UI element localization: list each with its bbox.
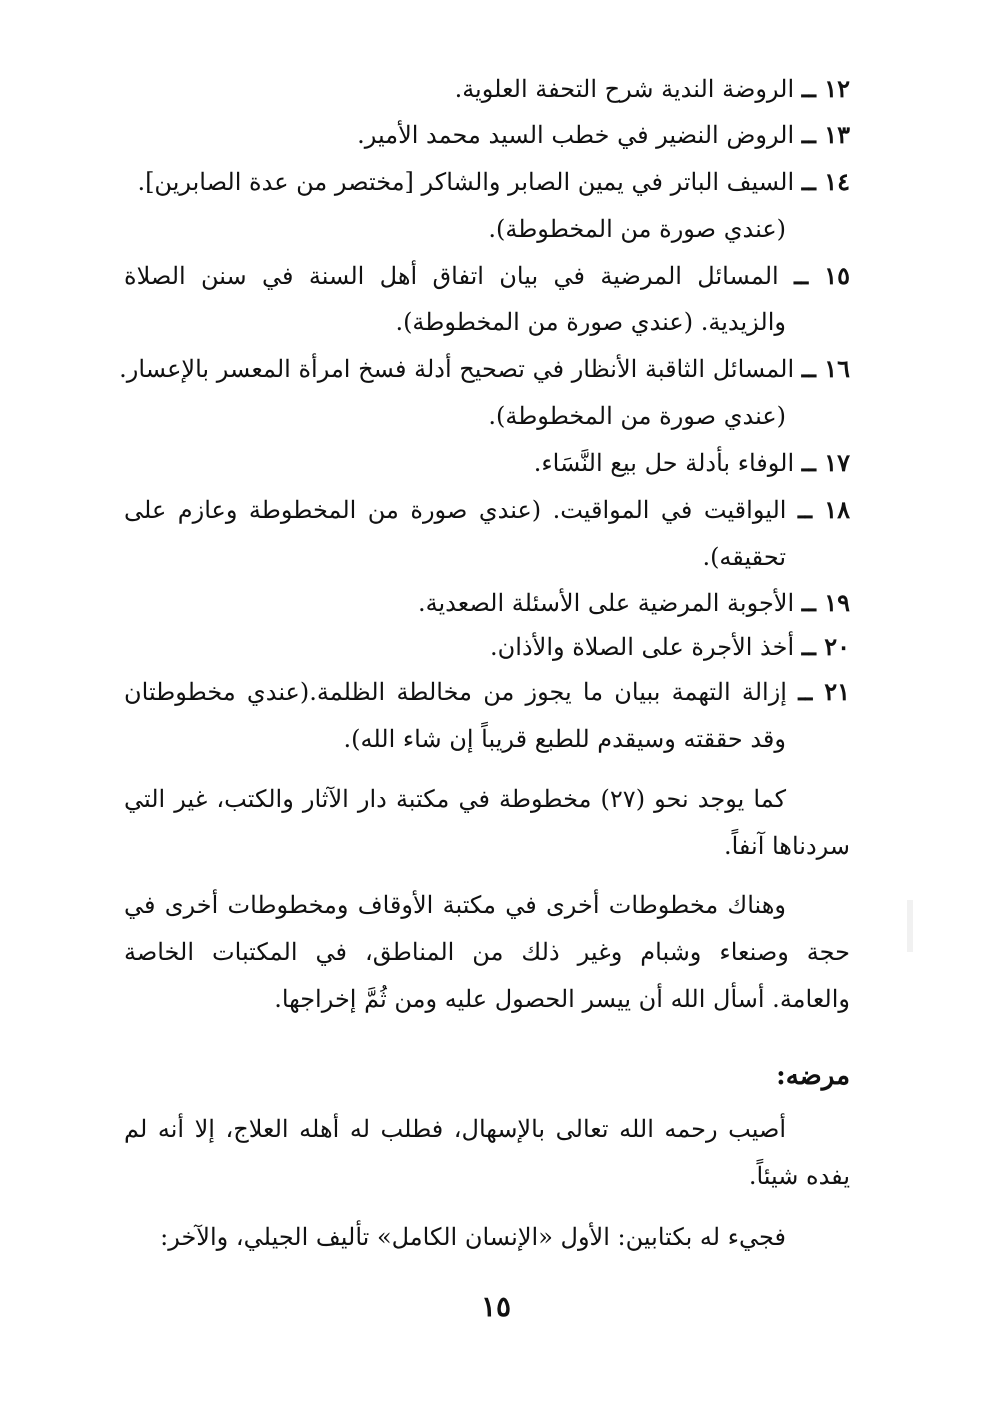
- item-number: ١٦ ــ: [801, 354, 850, 383]
- item-number: ٢٠ ــ: [801, 632, 850, 661]
- list-item: [418, 586, 850, 620]
- list-item: [124, 493, 850, 527]
- item-number: ٢١ ــ: [798, 677, 850, 706]
- paragraph-line: كما يوجد نحو (٢٧) مخطوطة في مكتبة دار الآثار والكتب، غير التي: [124, 785, 786, 813]
- item-number: ١٤ ــ: [801, 167, 850, 196]
- paragraph-line: فجيء له بكتابين: الأول «الإنسان الكامل» تأليف الجيلي، والآخر:: [160, 1223, 786, 1251]
- item-title: إزالة التهمة ببيان ما يجوز من مخالطة الظلمة.(عندي مخطوطتان: [124, 678, 787, 706]
- item-note: والزيدية. (عندي صورة من المخطوطة).: [395, 308, 786, 336]
- item-title: الروض النضير في خطب السيد محمد الأمير.: [357, 121, 795, 149]
- page-number: ١٥: [480, 1290, 512, 1323]
- list-item: [137, 165, 850, 199]
- list-item: [534, 446, 850, 480]
- item-title: اليواقيت في المواقيت. (عندي صورة من المخطوطة وعازم على: [124, 496, 787, 524]
- item-title: الروضة الندية شرح التحفة العلوية.: [454, 75, 795, 103]
- list-item: [455, 72, 850, 106]
- item-number: ١٧ ــ: [801, 448, 850, 477]
- item-note: (عندي صورة من المخطوطة).: [488, 215, 786, 243]
- list-item: [490, 630, 850, 664]
- paragraph-line: وهناك مخطوطات أخرى في مكتبة الأوقاف ومخطوطات أخرى في: [124, 891, 786, 919]
- item-title: الوفاء بأدلة حل بيع النَّسَاء.: [533, 449, 795, 477]
- item-note: (عندي صورة من المخطوطة).: [488, 402, 786, 430]
- paragraph-line: سردناها آنفاً.: [723, 832, 850, 860]
- list-item: [124, 259, 850, 293]
- item-title: السيف الباتر في يمين الصابر والشاكر [مختصر من عدة الصابرين].: [137, 168, 795, 196]
- item-number: ١٥ ــ: [794, 261, 850, 290]
- item-note: وقد حققته وسيقدم للطبع قريباً إن شاء الله).: [343, 725, 786, 753]
- item-number: ١٨ ــ: [797, 495, 850, 524]
- item-number: ١٩ ــ: [801, 588, 850, 617]
- paragraph-line: حجة وصنعاء وشبام وغير ذلك من المناطق، في المكتبات الخاصة: [124, 938, 850, 966]
- item-number: ١٣ ــ: [801, 120, 850, 149]
- margin-mark: [907, 900, 913, 952]
- item-number: ١٢ ــ: [801, 74, 850, 103]
- list-item: [357, 118, 850, 152]
- paragraph-line: يفده شيئاً.: [748, 1162, 850, 1190]
- list-item: [124, 675, 850, 709]
- section-heading: مرضه:: [776, 1061, 850, 1091]
- item-title: الأجوبة المرضية على الأسئلة الصعدية.: [417, 589, 795, 617]
- item-note: تحقيقه).: [702, 543, 786, 571]
- item-title: المسائل الثاقبة الأنظار في تصحيح أدلة فسخ امرأة المعسر بالإعسار.: [119, 355, 795, 383]
- paragraph-line: والعامة. أسأل الله أن ييسر الحصول عليه ومن ثُمَّ إخراجها.: [274, 985, 850, 1013]
- item-title: أخذ الأجرة على الصلاة والأذان.: [490, 633, 795, 661]
- list-item: [119, 352, 850, 386]
- item-title: المسائل المرضية في بيان اتفاق أهل السنة في سنن الصلاة: [124, 262, 779, 290]
- paragraph-line: أصيب رحمه الله تعالى بالإسهال، فطلب له أهله العلاج، إلا أنه لم: [124, 1115, 786, 1143]
